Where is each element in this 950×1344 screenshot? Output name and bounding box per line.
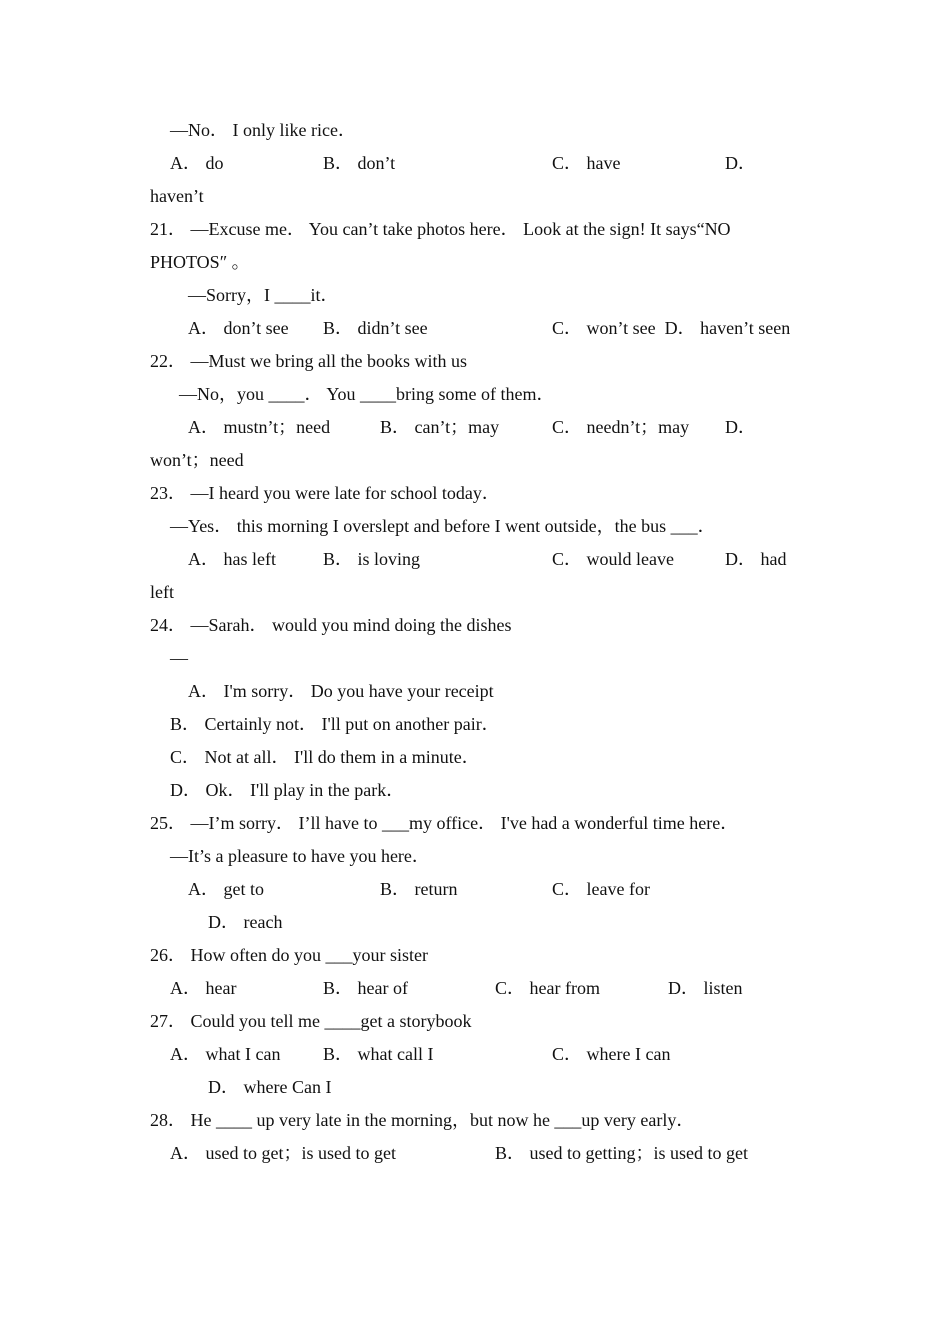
q24-option-c: C． Not at all． I'll do them in a minute． — [170, 747, 480, 767]
q27-option-b: B． what call I — [323, 1044, 434, 1064]
q26-option-b: B． hear of — [323, 978, 408, 998]
q24-option-b: B． Certainly not． I'll put on another pair． — [170, 714, 500, 734]
q23-stem: 23． —I heard you were late for school today． — [150, 483, 500, 503]
q22-option-a: A． mustn’t；need — [188, 417, 331, 437]
q27-option-c: C． where I can — [552, 1044, 671, 1064]
q21-stem: 21． —Excuse me． You can’t take photos here． Look at the sign! It says“NO — [150, 219, 731, 239]
q25-option-a: A． get to — [188, 879, 264, 899]
q25-stem: 25． —I’m sorry． I’ll have to ___my office． I've had a wonderful time here． — [150, 813, 739, 833]
q21-response: —Sorry，I ____it． — [188, 285, 339, 305]
q20-answer-line: —No． I only like rice． — [170, 120, 356, 140]
q26-option-c: C． hear from — [495, 978, 600, 998]
q22-option-d-text: won’t；need — [150, 450, 244, 470]
q23-option-a: A． has left — [188, 549, 276, 569]
q22-stem: 22． —Must we bring all the books with us — [150, 351, 467, 371]
q23-option-d-text: left — [150, 582, 174, 602]
q23-option-c: C． would leave — [552, 549, 674, 569]
q25-option-b: B． return — [380, 879, 458, 899]
q28-stem: 28． He ____ up very late in the morning，but now he ___up very early． — [150, 1110, 695, 1130]
q21-option-cd: C． won’t see D． haven’t seen — [552, 318, 791, 338]
q22-option-d-label: D． — [725, 417, 756, 437]
q26-option-a: A． hear — [170, 978, 237, 998]
q25-option-d: D． reach — [208, 912, 283, 932]
q24-stem: 24． —Sarah． would you mind doing the dishes — [150, 615, 512, 635]
q28-option-a: A． used to get；is used to get — [170, 1143, 396, 1163]
q24-response: — — [170, 648, 188, 668]
q23-response: —Yes． this morning I overslept and before I went outside，the bus ___． — [170, 516, 716, 536]
q28-option-b: B． used to getting；is used to get — [495, 1143, 748, 1163]
q20-option-d-text: haven’t — [150, 186, 204, 206]
q25-option-c: C． leave for — [552, 879, 650, 899]
q20-option-a: A． do — [170, 153, 224, 173]
q22-response: —No，you ____． You ____bring some of them． — [179, 384, 555, 404]
q22-option-b: B． can’t；may — [380, 417, 500, 437]
q27-option-a: A． what I can — [170, 1044, 281, 1064]
q20-option-d-label: D． — [725, 153, 756, 173]
q26-stem: 26． How often do you ___your sister — [150, 945, 428, 965]
q22-option-c: C． needn’t；may — [552, 417, 690, 437]
q26-option-d: D． listen — [668, 978, 743, 998]
q20-option-b: B． don’t — [323, 153, 396, 173]
q27-stem: 27． Could you tell me ____get a storybook — [150, 1011, 472, 1031]
q24-option-d: D． Ok． I'll play in the park． — [170, 780, 405, 800]
q21-option-a: A． don’t see — [188, 318, 289, 338]
q21-option-b: B． didn’t see — [323, 318, 428, 338]
q23-option-d-label: D． had — [725, 549, 787, 569]
q24-option-a: A． I'm sorry． Do you have your receipt — [188, 681, 494, 701]
q25-response: —It’s a pleasure to have you here． — [170, 846, 430, 866]
q21-stem-cont: PHOTOS″ 。 — [150, 252, 250, 272]
q23-option-b: B． is loving — [323, 549, 421, 569]
q20-option-c: C． have — [552, 153, 621, 173]
q27-option-d: D． where Can I — [208, 1077, 332, 1097]
